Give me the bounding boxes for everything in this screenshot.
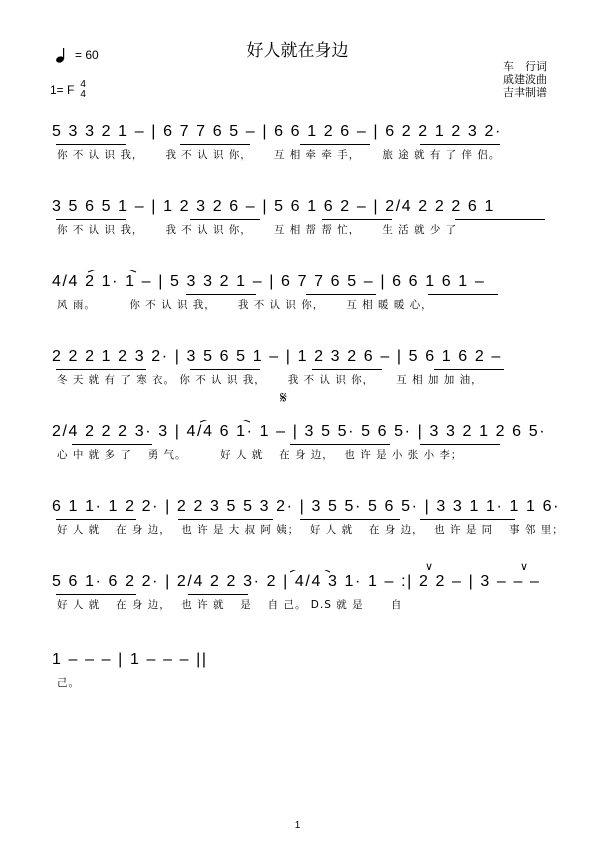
composer-credit: 戚建波曲 bbox=[503, 74, 547, 86]
key-label: 1= F bbox=[50, 83, 75, 97]
score-line-1 bbox=[0, 120, 595, 200]
beam-line bbox=[180, 144, 250, 145]
beam-line bbox=[306, 294, 376, 295]
score-line-5 bbox=[0, 420, 595, 500]
beam-line bbox=[190, 369, 260, 370]
score-line-2 bbox=[0, 195, 595, 275]
page-number: 1 bbox=[294, 820, 301, 831]
beam-line bbox=[290, 444, 390, 445]
lyricist-credit: 车 行词 bbox=[503, 61, 547, 73]
beam-line bbox=[428, 294, 498, 295]
breath-mark: ∨ bbox=[520, 560, 529, 573]
beam-line bbox=[420, 519, 515, 520]
transcriber-credit: 吉聿制谱 bbox=[503, 87, 547, 99]
beam-line bbox=[300, 144, 370, 145]
quarter-note-icon bbox=[55, 47, 69, 63]
notation-line: 1 – – – | 1 – – – || bbox=[52, 651, 208, 668]
time-signature-bottom: 4 bbox=[80, 89, 86, 100]
notation-line: 4/4 2 1· 1 – | 5 3 3 2 1 – | 6 7 7 6 5 – | 6 6 1 6 1 – bbox=[52, 273, 486, 290]
lyrics-line: 你 不 认 识 我， 我 不 认 识 你， 互 相 牵 牵 手， 旅 途 就 有 了 伴 侣。 bbox=[57, 149, 501, 161]
beam-line bbox=[188, 594, 248, 595]
lyrics-line: 己。 bbox=[57, 677, 80, 689]
notation-line: 5 3 3 2 1 – | 6 7 7 6 5 – | 6 6 1 2 6 – | 6 2 2 1 2 3 2· bbox=[52, 123, 502, 140]
breath-mark: ∨ bbox=[425, 560, 434, 573]
beam-line bbox=[56, 594, 136, 595]
beam-line bbox=[56, 144, 126, 145]
beam-line bbox=[72, 444, 152, 445]
score-line-7 bbox=[0, 560, 595, 650]
tempo-marking bbox=[55, 47, 99, 63]
score-line-3 bbox=[0, 270, 595, 350]
notation-line: 6 1 1· 1 2 2· | 2 2 3 5 5 3 2· | 3 5 5· 5 6 5· | 3 3 1 1· 1 1 6· bbox=[52, 498, 560, 515]
beam-line bbox=[420, 144, 500, 145]
beam-line bbox=[190, 219, 260, 220]
beam-line bbox=[322, 219, 392, 220]
lyrics-line: 好 人 就 在 身 边， 也 许 是 大 叔 阿 姨； 好 人 就 在 身 边， 也 许 是 同 事 邻 里； bbox=[57, 524, 564, 536]
beam-line bbox=[56, 519, 136, 520]
notation-line: 2 2 2 1 2 3 2· | 3 5 6 5 1 – | 1 2 3 2 6 – | 5 6 1 6 2 – bbox=[52, 348, 502, 365]
beam-line bbox=[56, 219, 126, 220]
notation-line: 3 5 6 5 1 – | 1 2 3 2 6 – | 5 6 1 6 2 – | 2/4 2 2 2 6 1 bbox=[52, 198, 495, 215]
lyrics-line: 心 中 就 多 了 勇 气。 好 人 就 在 身 边， 也 许 是 小 张 小 李； bbox=[57, 449, 463, 461]
beam-line bbox=[420, 444, 500, 445]
beam-line bbox=[186, 294, 256, 295]
score-line-6 bbox=[0, 495, 595, 575]
lyrics-line: 你 不 认 识 我， 我 不 认 识 你， 互 相 帮 帮 忙， 生 活 就 少 了 bbox=[57, 224, 458, 236]
tempo-value: = 60 bbox=[75, 48, 99, 62]
lyrics-line: 冬 天 就 有 了 寒 衣。 你 不 认 识 我， 我 不 认 识 你， 互 相 加 加 油， bbox=[57, 374, 483, 386]
song-title: 好人就在身边 bbox=[246, 41, 349, 60]
beam-line bbox=[455, 219, 545, 220]
beam-line bbox=[300, 519, 400, 520]
credits bbox=[503, 61, 547, 100]
beam-line bbox=[178, 519, 273, 520]
beam-line bbox=[312, 369, 382, 370]
time-signature-top: 4 bbox=[80, 79, 86, 90]
beam-line bbox=[56, 369, 146, 370]
lyrics-line: 风 雨。 你 不 认 识 我， 我 不 认 识 你， 互 相 暖 暖 心， bbox=[57, 299, 433, 311]
beam-line bbox=[434, 369, 504, 370]
notation-line: 5 6 1· 6 2 2· | 2/4 2 2 3· 2 | 4/4 3 1· 1 – :| 2 2 – | 3 – – – bbox=[52, 573, 541, 590]
time-signature bbox=[80, 80, 86, 100]
notation-line: 2/4 2 2 2 3· 3 | 4/4 6 1· 1 – | 3 5 5· 5 6 5· | 3 3 2 1 2 6 5· bbox=[52, 423, 547, 440]
lyrics-line: 好 人 就 在 身 边， 也 许 就 是 自 己。 D.S 就 是 自 bbox=[57, 599, 403, 611]
score-line-4 bbox=[0, 345, 595, 425]
score-line-8 bbox=[0, 648, 595, 728]
segno-sign: 𝄋 bbox=[280, 388, 287, 407]
key-signature bbox=[50, 80, 86, 100]
